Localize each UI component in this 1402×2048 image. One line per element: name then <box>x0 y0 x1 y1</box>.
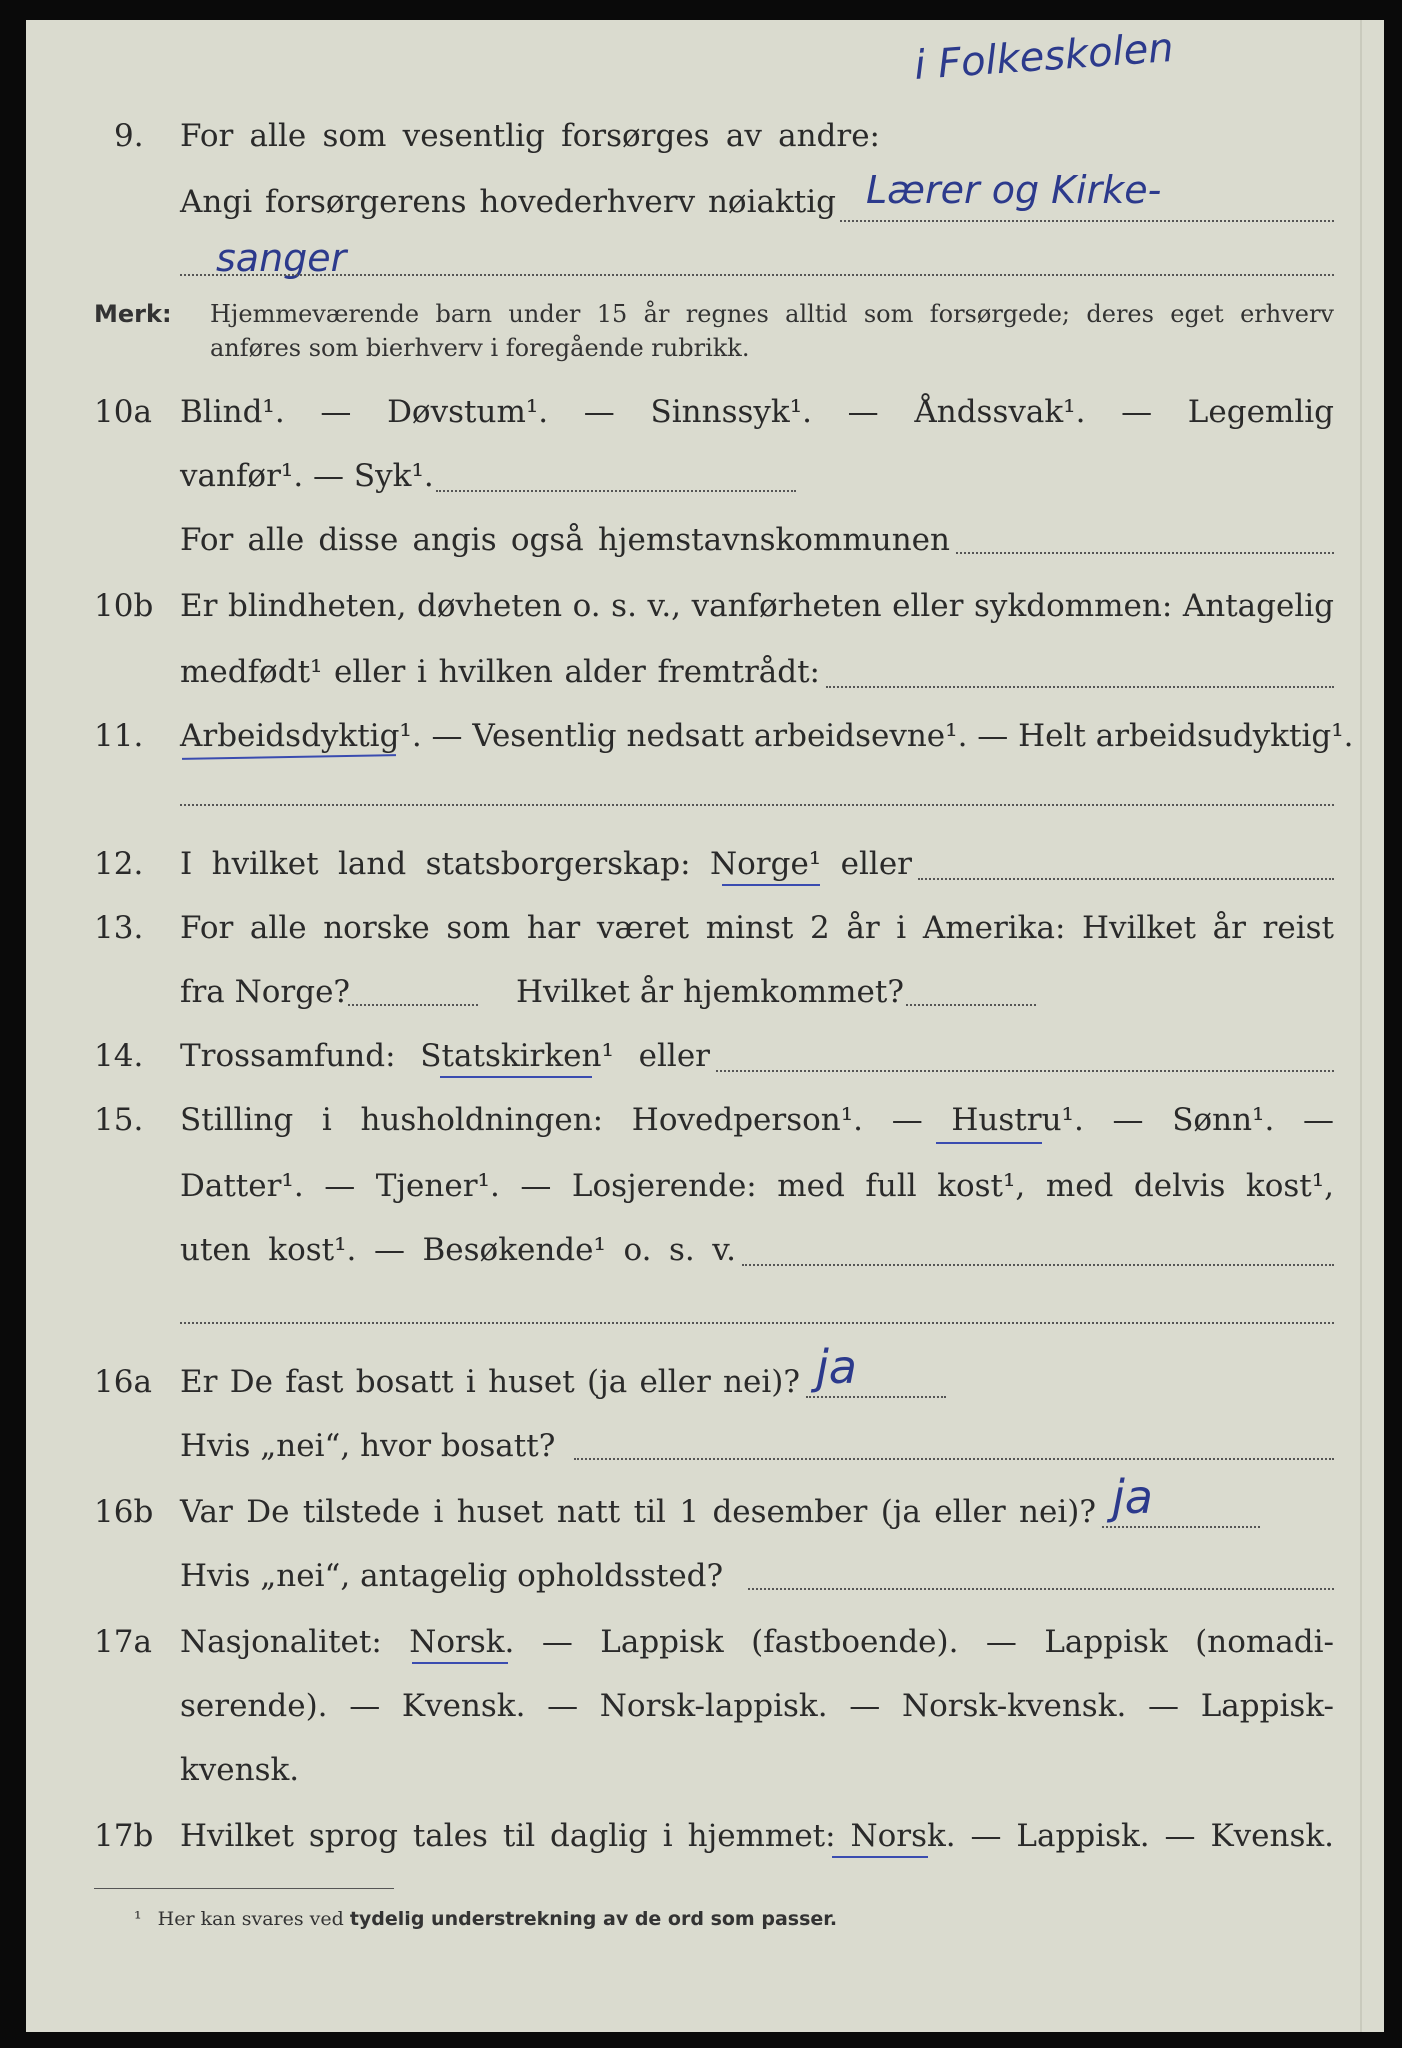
q10b-answer-dots <box>826 686 1334 688</box>
q13-number: 13. <box>94 910 144 946</box>
q16b-number: 16b <box>94 1494 154 1530</box>
handwritten-answer-occupation: Lærer og Kirke- <box>866 168 1162 212</box>
q16a-line-1 <box>26 1350 1384 1410</box>
q10a-kommune-dots <box>956 552 1334 554</box>
q14-underline-statskirken <box>440 1076 592 1078</box>
footnote-mark: ¹ <box>134 1908 142 1930</box>
q14-answer-dots <box>716 1070 1334 1072</box>
q10a-text-1: Blind¹. — Døvstum¹. — Sinnssyk¹. — Åndssvak¹. — Legemlig <box>180 394 1334 430</box>
q17a-line-1 <box>26 1610 1384 1670</box>
q16b-text-2: Hvis „nei“, antagelig opholdssted? <box>180 1558 724 1594</box>
q10a-text-3: For alle disse angis også hjemstavnskommunen <box>180 522 950 558</box>
q15-text-2: Datter¹. — Tjener¹. — Losjerende: med full kost¹, med delvis kost¹, <box>180 1168 1334 1204</box>
q10b-line-1 <box>26 574 1384 634</box>
q16b-line-1 <box>26 1480 1384 1540</box>
footnote-rule <box>94 1888 394 1889</box>
q10a-syk-dots <box>436 490 796 492</box>
q10b-text-1: Er blindheten, døvheten o. s. v., vanførheten eller sykdommen: Antagelig <box>180 588 1334 624</box>
q9-line-2 <box>26 170 1384 230</box>
q17a-line-3 <box>26 1738 1384 1798</box>
q10a-line-3 <box>26 508 1384 568</box>
q10a-line-2 <box>26 444 1384 504</box>
q15-answer-dots-2 <box>180 1322 1334 1324</box>
q17a-number: 17a <box>94 1624 152 1660</box>
q17b-number: 17b <box>94 1818 154 1854</box>
q12-text-1: I hvilket land statsborgerskap: Norge¹ eller <box>180 846 912 882</box>
q13-text-2b: Hvilket år hjemkommet? <box>516 974 904 1010</box>
q17a-text-3: kvensk. <box>180 1752 300 1788</box>
merk-text-2: anføres som bierhverv i foregående rubrikk. <box>210 334 750 362</box>
q15-line-3 <box>26 1218 1384 1278</box>
q9-line-1 <box>26 104 1384 164</box>
q17a-line-2 <box>26 1674 1384 1734</box>
q13-line-1 <box>26 896 1384 956</box>
footnote-text-b: tydelig understrekning av de ord som passer. <box>349 1908 838 1930</box>
footnote <box>134 1908 837 1930</box>
q15-underline-hustru <box>936 1142 1042 1144</box>
q10a-number: 10a <box>94 394 152 430</box>
q17b-underline-norsk <box>832 1856 928 1858</box>
q10b-number: 10b <box>94 588 154 624</box>
q17b-text-1: Hvilket sprog tales til daglig i hjemmet: Norsk. — Lappisk. — Kvensk. <box>180 1818 1334 1854</box>
q9-number: 9. <box>114 118 144 154</box>
q16a-text-2: Hvis „nei“, hvor bosatt? <box>180 1428 556 1464</box>
q10a-text-2: vanfør¹. — Syk¹. <box>180 458 434 494</box>
q13-text-1: For alle norske som har været minst 2 år i Amerika: Hvilket år reist <box>180 910 1334 946</box>
q16a-text-1: Er De fast bosatt i huset (ja eller nei)? <box>180 1364 800 1400</box>
q12-line-1 <box>26 832 1384 892</box>
q15-answer-dots <box>742 1264 1334 1266</box>
q9-text-1: For alle som vesentlig forsørges av andre: <box>180 118 880 154</box>
q9-answer-dots <box>840 220 1334 222</box>
q15-number: 15. <box>94 1102 144 1138</box>
q16a-bosatt-dots <box>574 1458 1334 1460</box>
q17a-text-2: serende). — Kvensk. — Norsk-lappisk. — Norsk-kvensk. — Lappisk- <box>180 1688 1334 1724</box>
q16a-line-2 <box>26 1414 1384 1474</box>
footnote-text-a: Her kan svares ved <box>157 1908 344 1930</box>
q14-number: 14. <box>94 1038 144 1074</box>
q15-text-1: Stilling i husholdningen: Hovedperson¹. — Hustru¹. — Sønn¹. — <box>180 1102 1334 1138</box>
q16a-number: 16a <box>94 1364 152 1400</box>
q16a-answer-dots <box>806 1396 946 1398</box>
q12-answer-dots <box>918 878 1334 880</box>
q10b-text-2: medfødt¹ eller i hvilken alder fremtrådt: <box>180 654 820 690</box>
q11-number: 11. <box>94 718 144 754</box>
handwritten-answer-16a: ja <box>816 1340 857 1394</box>
handwritten-answer-top: i Folkeskolen <box>912 24 1176 90</box>
q13-reist-dots <box>348 1004 478 1006</box>
q9-answer-dots-2 <box>180 274 1334 276</box>
q17a-text-1: Nasjonalitet: Norsk. — Lappisk (fastboende). — Lappisk (nomadi- <box>180 1624 1334 1660</box>
q12-underline-norge <box>722 884 820 886</box>
q9-text-2: Angi forsørgerens hovederhverv nøiaktig <box>180 184 836 220</box>
q14-line-1 <box>26 1024 1384 1084</box>
q16b-text-1: Var De tilstede i huset natt til 1 desember (ja eller nei)? <box>180 1494 1096 1530</box>
q13-line-2 <box>26 960 1384 1020</box>
handwritten-answer-16b: ja <box>1112 1470 1153 1524</box>
q11-answer-dots <box>180 804 1334 806</box>
q17b-line-1 <box>26 1804 1384 1864</box>
q11-line-1 <box>26 704 1384 764</box>
q17a-underline-norsk <box>412 1662 508 1664</box>
q11-text-1: Arbeidsdyktig¹. — Vesentlig nedsatt arbeidsevne¹. — Helt arbeidsudyktig¹. <box>180 718 1354 754</box>
q16b-line-2 <box>26 1544 1384 1604</box>
q15-text-3: uten kost¹. — Besøkende¹ o. s. v. <box>180 1232 736 1268</box>
handwritten-answer-occupation-2: sanger <box>216 236 347 280</box>
merk-text-1: Hjemmeværende barn under 15 år regnes alltid som forsørgede; deres eget erhverv <box>210 300 1334 328</box>
q15-line-2 <box>26 1154 1384 1214</box>
q13-text-2a: fra Norge? <box>180 974 351 1010</box>
q13-hjemkommet-dots <box>906 1004 1036 1006</box>
merk-label: Merk: <box>94 300 172 328</box>
census-form-page <box>26 20 1384 2032</box>
q10a-line-1 <box>26 380 1384 440</box>
q16b-answer-dots <box>1102 1526 1260 1528</box>
q16b-opholdssted-dots <box>748 1588 1334 1590</box>
q12-number: 12. <box>94 846 144 882</box>
q10b-line-2 <box>26 640 1384 700</box>
q14-text-1: Trossamfund: Statskirken¹ eller <box>180 1038 710 1074</box>
q15-line-1 <box>26 1088 1384 1148</box>
